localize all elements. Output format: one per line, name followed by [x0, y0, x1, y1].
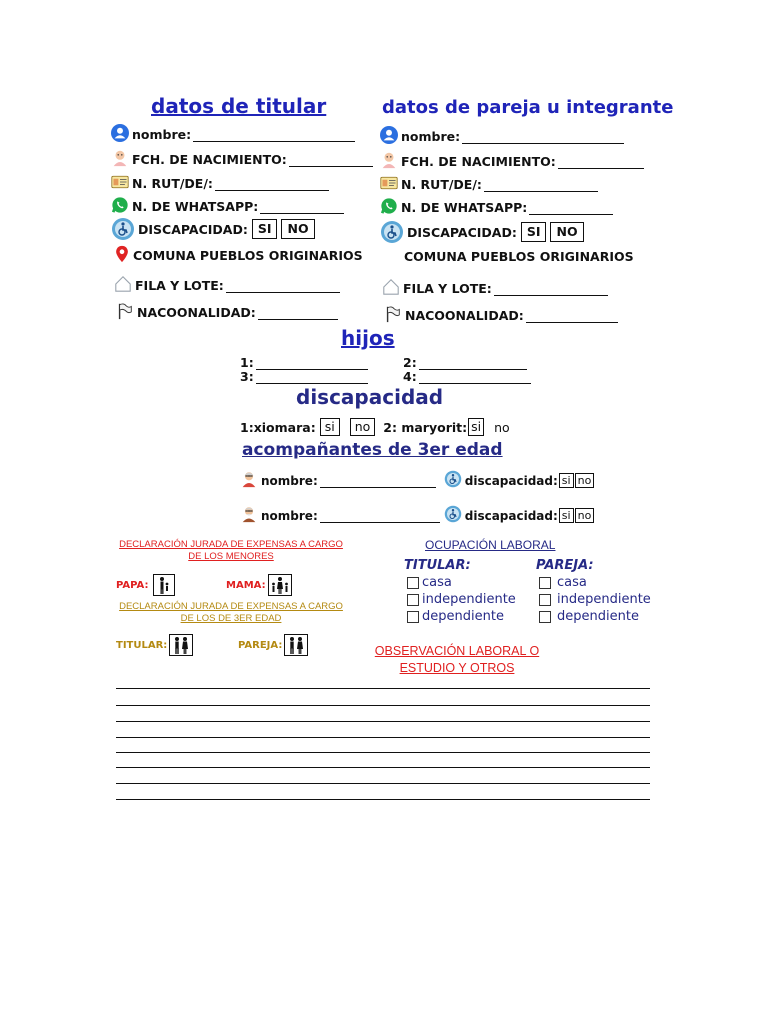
father-child-icon — [154, 575, 174, 595]
pareja-whatsapp-label: N. DE WHATSAPP: — [401, 200, 528, 215]
titular-rut-label: N. RUT/DE/: — [132, 176, 213, 191]
titular-no-box[interactable]: NO — [281, 219, 314, 239]
pareja-nacionalidad-label: NACOONALIDAD: — [405, 308, 524, 323]
acompanante-1-disc-label: discapacidad: — [464, 474, 558, 488]
user-icon — [380, 126, 398, 144]
pareja-fila-field[interactable] — [382, 278, 608, 296]
option-label: casa — [422, 575, 452, 590]
acompanante-2-nombre-label: nombre: — [261, 509, 318, 523]
acompanante-2-disc-label: discapacidad: — [464, 509, 558, 523]
hijo-1-field[interactable] — [240, 355, 368, 370]
baby-icon — [380, 151, 398, 169]
observacion-line-7[interactable] — [116, 783, 650, 784]
pareja-3er-checkbox[interactable] — [284, 634, 308, 656]
pareja-whatsapp-field[interactable] — [380, 197, 613, 215]
home-icon — [114, 275, 132, 293]
titular-casa-checkbox[interactable] — [407, 574, 516, 591]
pareja-nombre-label: nombre: — [401, 129, 461, 144]
pareja-discapacidad-label: DISCAPACIDAD: — [407, 224, 517, 240]
pareja-heading: datos de pareja u integrante — [382, 97, 674, 118]
pareja-rut-field[interactable] — [380, 174, 598, 192]
titular-independiente-checkbox[interactable] — [407, 591, 516, 608]
titular-discapacidad-field — [111, 217, 315, 241]
acompanante-1-si-box[interactable]: si — [559, 473, 574, 488]
pareja-nacimiento-field[interactable] — [380, 151, 644, 169]
wheelchair-icon — [111, 217, 135, 241]
p2-si-box[interactable]: si — [468, 418, 484, 436]
observacion-heading — [360, 643, 554, 677]
discapacidad-row — [240, 418, 510, 436]
titular-discapacidad-label: DISCAPACIDAD: — [138, 221, 248, 237]
titular-rut-field[interactable] — [111, 173, 329, 191]
checkbox-square[interactable] — [407, 611, 419, 623]
checkbox-square[interactable] — [539, 594, 551, 606]
acompanante-1-nombre-input[interactable] — [320, 476, 436, 488]
grandmother-icon — [240, 470, 258, 488]
titular-si-box[interactable]: SI — [252, 219, 278, 239]
whatsapp-icon — [111, 196, 129, 214]
p1-si-box[interactable]: si — [320, 418, 340, 436]
wheelchair-icon — [444, 470, 462, 488]
titular-nacionalidad-field[interactable] — [116, 302, 338, 320]
option-label: independiente — [422, 592, 516, 607]
pareja-discapacidad-field — [380, 220, 584, 244]
ocupacion-pareja-options — [539, 574, 651, 625]
observacion-line-1[interactable] — [116, 688, 650, 689]
acompanante-2-row — [240, 505, 594, 523]
location-pin-icon — [114, 245, 130, 263]
flag-icon — [116, 302, 134, 320]
p2-no-label[interactable]: no — [494, 419, 510, 435]
pareja-nacimiento-label: FCH. DE NACIMIENTO: — [401, 154, 556, 169]
id-card-icon — [111, 173, 129, 191]
pareja-si-box[interactable]: SI — [521, 222, 547, 242]
acompanante-2-nombre-input[interactable] — [320, 511, 440, 523]
option-label: casa — [557, 575, 587, 590]
checkbox-square[interactable] — [539, 611, 551, 623]
pareja-3er-field — [238, 634, 308, 656]
observacion-heading-line1: OBSERVACIÓN LABORAL O — [374, 644, 540, 658]
declaracion-3er-title: DECLARACIÓN JURADA DE EXPENSAS A CARGO DE LOS DE 3ER EDAD — [119, 601, 343, 624]
ocupacion-titular-options — [407, 574, 516, 625]
couple-icon — [285, 635, 307, 655]
papa-checkbox[interactable] — [153, 574, 175, 596]
couple-icon — [170, 635, 192, 655]
p1-no-box[interactable]: no — [350, 418, 376, 436]
whatsapp-icon — [380, 197, 398, 215]
titular-comuna-label: COMUNA PUEBLOS ORIGINARIOS — [133, 248, 363, 263]
wheelchair-icon — [444, 505, 462, 523]
hijo-4-label: 4: — [403, 369, 417, 384]
papa-label: PAPA: — [116, 579, 149, 591]
acompanante-1-row — [240, 470, 594, 488]
observacion-line-8[interactable] — [116, 799, 650, 800]
titular-comuna-field — [114, 245, 363, 263]
observacion-line-4[interactable] — [116, 737, 650, 738]
titular-nombre-field[interactable] — [111, 124, 355, 142]
ocupacion-titular-label: TITULAR: — [404, 558, 471, 573]
pareja-3er-label: PAREJA: — [238, 639, 283, 651]
ocupacion-pareja-label: PAREJA: — [536, 558, 594, 573]
titular-whatsapp-label: N. DE WHATSAPP: — [132, 199, 259, 214]
pareja-comuna-label: COMUNA PUEBLOS ORIGINARIOS — [404, 249, 634, 264]
baby-icon — [111, 149, 129, 167]
hijo-3-label: 3: — [240, 369, 254, 384]
checkbox-square[interactable] — [539, 577, 551, 589]
hijos-heading: hijos — [341, 326, 395, 350]
pareja-casa-checkbox[interactable] — [539, 574, 651, 591]
mama-field — [226, 574, 292, 596]
wheelchair-icon — [380, 220, 404, 244]
option-label: dependiente — [557, 609, 639, 624]
flag-icon — [384, 305, 402, 323]
hijo-3-field[interactable] — [240, 369, 368, 384]
option-label: dependiente — [422, 609, 504, 624]
pareja-comuna-field — [385, 249, 634, 264]
titular-dependiente-checkbox[interactable] — [407, 608, 516, 625]
titular-3er-label: TITULAR: — [116, 639, 168, 651]
hijo-2-label: 2: — [403, 355, 417, 370]
observacion-heading-line2: ESTUDIO Y OTROS — [399, 661, 515, 675]
titular-nacionalidad-label: NACOONALIDAD: — [137, 305, 256, 320]
hijo-4-field[interactable] — [403, 369, 531, 384]
titular-3er-checkbox[interactable] — [169, 634, 193, 656]
titular-nacimiento-label: FCH. DE NACIMIENTO: — [132, 152, 287, 167]
hijo-2-field[interactable] — [403, 355, 527, 370]
observacion-line-3[interactable] — [116, 721, 650, 722]
option-label: independiente — [557, 592, 651, 607]
acompanantes-heading: acompañantes de 3er edad — [242, 440, 503, 460]
declaracion-menores-title: DECLARACIÓN JURADA DE EXPENSAS A CARGO DE LOS MENORES — [119, 539, 343, 562]
ocupacion-heading: OCUPACIÓN LABORAL — [425, 538, 556, 552]
id-card-icon — [380, 174, 398, 192]
discapacidad-p2-label: 2: maryorit: — [383, 419, 468, 435]
checkbox-square[interactable] — [407, 594, 419, 606]
papa-field — [116, 574, 175, 596]
titular-nombre-label: nombre: — [132, 127, 192, 142]
titular-3er-field — [116, 634, 193, 656]
titular-fila-field[interactable] — [114, 275, 340, 293]
hijo-1-label: 1: — [240, 355, 254, 370]
acompanante-2-no-box[interactable]: no — [575, 508, 595, 523]
pareja-nombre-field[interactable] — [380, 126, 624, 144]
user-icon — [111, 124, 129, 142]
titular-fila-label: FILA Y LOTE: — [135, 278, 224, 293]
discapacidad-p1-label: 1:xiomara: — [240, 419, 316, 435]
titular-heading: datos de titular — [151, 94, 327, 118]
titular-nacimiento-field[interactable] — [111, 149, 373, 167]
observacion-line-6[interactable] — [116, 767, 650, 768]
pareja-independiente-checkbox[interactable] — [539, 591, 651, 608]
checkbox-square[interactable] — [407, 577, 419, 589]
acompanante-2-si-box[interactable]: si — [559, 508, 574, 523]
titular-whatsapp-field[interactable] — [111, 196, 344, 214]
home-icon — [382, 278, 400, 296]
pareja-no-box[interactable]: NO — [550, 222, 583, 242]
observacion-line-2[interactable] — [116, 705, 650, 706]
mama-label: MAMA: — [226, 579, 266, 591]
acompanante-1-no-box[interactable]: no — [575, 473, 595, 488]
observacion-line-5[interactable] — [116, 752, 650, 753]
pareja-nacionalidad-field[interactable] — [384, 305, 618, 323]
mother-children-icon — [269, 575, 291, 595]
pareja-fila-label: FILA Y LOTE: — [403, 281, 492, 296]
grandfather-icon — [240, 505, 258, 523]
discapacidad-heading: discapacidad — [296, 385, 444, 409]
pareja-dependiente-checkbox[interactable] — [539, 608, 651, 625]
pareja-rut-label: N. RUT/DE/: — [401, 177, 482, 192]
mama-checkbox[interactable] — [268, 574, 292, 596]
acompanante-1-nombre-label: nombre: — [261, 474, 318, 488]
